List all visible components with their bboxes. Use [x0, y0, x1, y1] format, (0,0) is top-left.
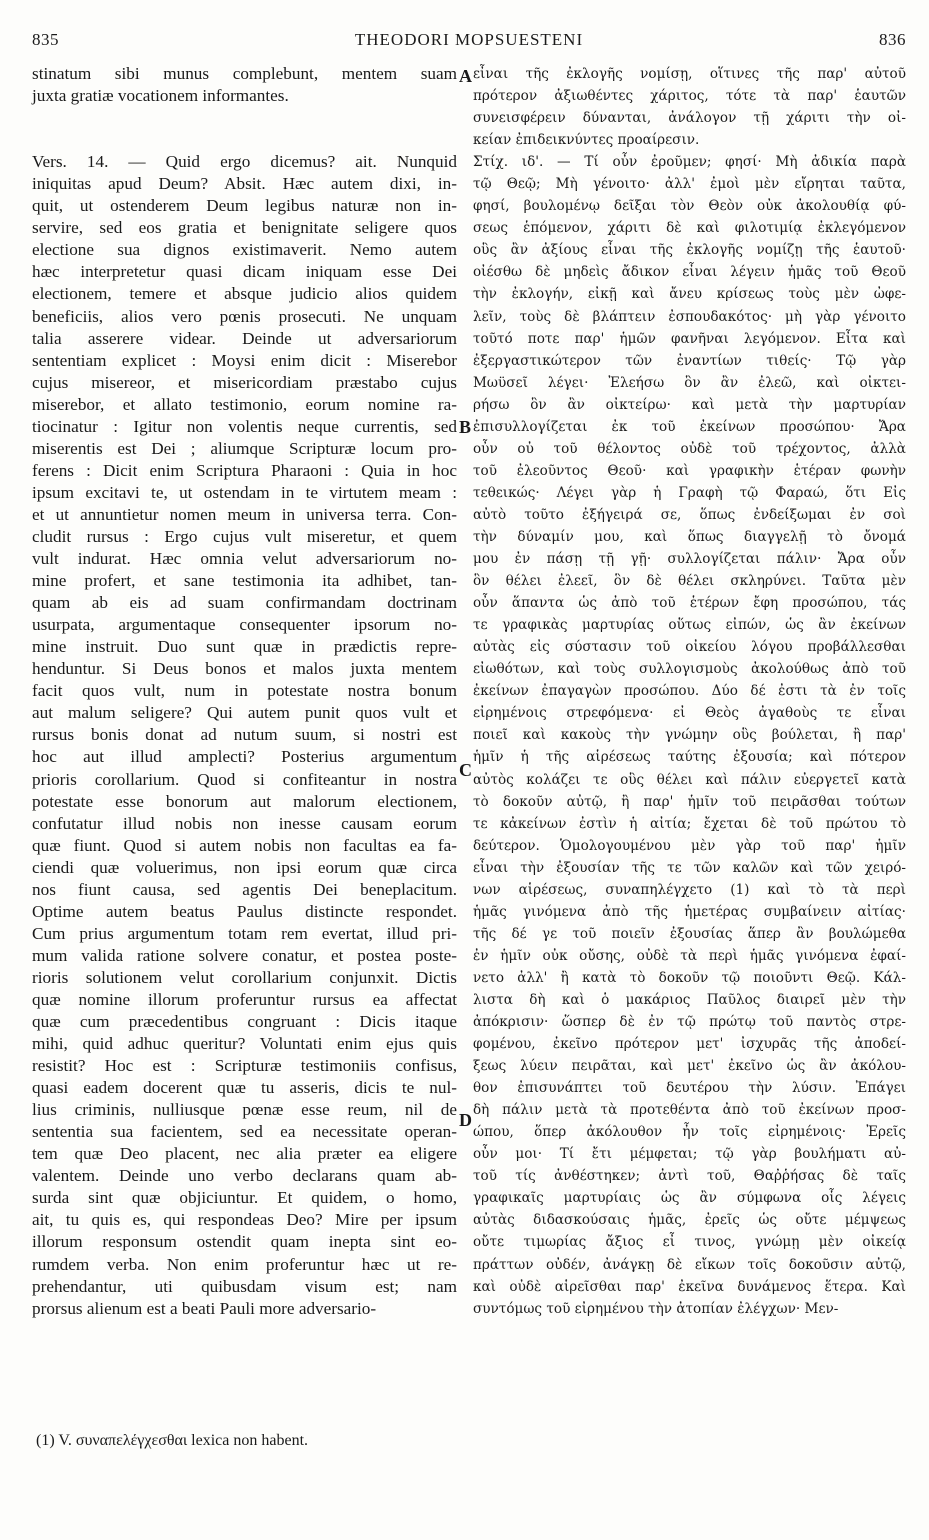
text-line: Στίχ. ιδ'. — Τί οὖν ἐροῦμεν; φησί· Μὴ ἀδικία παρὰ: [473, 154, 906, 171]
text-line: confutatur illud nobis non inesse causam eorum: [32, 813, 457, 833]
text-line: φησί, βουλομένῳ δεῖξαι τὸν Θεὸν οὐκ ἀκολουθίᾳ φύ-: [473, 198, 906, 215]
text-line: συνεισφέρειν δύνανται, ἀνάλογον τῇ χάριτι τὴν οἰ-: [473, 110, 906, 127]
text-line: οὖν μοι· Τί ἔτι μέμφεται; τῷ γὰρ βουλήματι αὐ-: [473, 1146, 906, 1163]
blank-line: [32, 129, 457, 151]
text-line: hæc interpretetur quasi dicam iniquam esse Dei: [32, 262, 457, 282]
text-line: lius criminis, nulliusque pœnæ esse reum, nil de: [32, 1100, 457, 1120]
text-line: prioris corollarium. Quod si confiteantur in nostra: [32, 769, 457, 789]
text-line: δεύτερον. Ὁμολογουμένου μὲν γὰρ τοῦ παρ' ἡμῖν: [473, 837, 906, 854]
text-line: tem quæ Deo placent, nec alia præter ea eligere: [32, 1144, 457, 1164]
page-number-left: 835: [32, 30, 59, 49]
text-line: ὃν θέλει ἐλεεῖ, ὃν δὲ θέλει σκληρύνει. Ταῦτα μὲν: [473, 573, 906, 590]
text-line: miserentis est Dei ; aliumque Scripturæ locum pro-: [32, 438, 457, 458]
text-line: servire, sed eos gratia et benignitate seligere quos: [32, 218, 457, 238]
text-line: prorsus alienum est a beati Pauli more adversario-: [32, 1298, 377, 1318]
text-line: αὐτὰς διδασκούσαις ἡμᾶς, ἐρεῖς ὡς οὔτε μέμψεως: [473, 1212, 906, 1229]
text-line: Cum prius argumentum totam rem evertat, illud pri-: [32, 923, 457, 943]
text-line: ἐκείνων ἐπαγαγὼν προσώπου. Δύο δέ ἐστι τὰ ἐν τοῖς: [473, 683, 906, 700]
text-line: ait, tu quis es, qui respondeas Deo? Mire per ipsum: [32, 1210, 457, 1230]
text-line: ἀπόκρισιν· ὥσπερ δὲ ἐν τῷ πρώτῳ τοῦ παντὸς στρε-: [473, 1014, 906, 1031]
text-line: vult indurat. Hæc omnia velut adversariorum no-: [32, 549, 457, 569]
text-line: tiocinatur : Igitur non volentis neque currentis, sed: [32, 416, 457, 436]
text-line: λεῖν, τοὺς δὲ βλάπτειν ἐσπουδακότος· μὴ γὰρ γένοιτο: [473, 308, 906, 325]
section-marker-d: D: [459, 1110, 472, 1130]
text-line: sententiam explicet : Moysi enim dicit : Miserebor: [32, 350, 457, 370]
text-line: beneficiis, alios vero pœnis prosecuti. Ne unquam: [32, 306, 457, 326]
text-line: ρήσω ὃν ἂν οἰκτείρω· καὶ μετὰ τὴν μαρτυρίαν: [473, 396, 906, 413]
text-line: electione sua dignos existimaverit. Nemo autem: [32, 240, 457, 260]
text-line: τὸ δοκοῦν αὐτῷ, ἢ παρ' ἡμῖν τοῦ πειρᾶσθαι τούτων: [473, 793, 906, 810]
text-line: τοῦ ἐλεοῦντος Θεοῦ· καὶ γραφικὴν ἑτέραν φωνὴν: [473, 462, 906, 479]
text-line: quit, ut ostenderem Deum legibus naturæ non in-: [32, 196, 457, 216]
page-number-right: 836: [879, 30, 906, 49]
greek-column: [473, 63, 906, 1320]
text-line: mine profert, et sane testimonia ita adhibet, tan-: [32, 571, 457, 591]
text-line: prehendantur, uti quibusdam visum est; nam: [32, 1276, 457, 1296]
text-line: Vers. 14. — Quid ergo dicemus? ait. Nunquid: [32, 152, 457, 172]
text-line: juxta gratiæ vocationem informantes.: [32, 86, 289, 106]
text-line: συντόμως τοῦ εἰρημένου τὴν ἀτοπίαν ἐλέγχων· Μεν-: [473, 1300, 839, 1317]
text-line: αὐτὸς κολάζει τε οὓς θέλει καὶ πάλιν εὐεργετεῖ κατὰ: [473, 771, 906, 788]
text-line: τὴν ἐκλογήν, εἰκῇ καὶ ἄνευ κρίσεως τοὺς μὲν ὠφε-: [473, 286, 906, 303]
text-line: resistit? Hoc est : Scripturæ testimoniis confisus,: [32, 1056, 457, 1076]
text-line: τεθεικώς· Λέγει γὰρ ἡ Γραφὴ τῷ Φαραώ, ὅτι Εἰς: [473, 484, 906, 501]
text-line: stinatum sibi munus complebunt, mentem suam: [32, 64, 457, 83]
text-line: εἶναι τὴν ἐξουσίαν τῆς τε τῶν καλῶν καὶ τῶν χειρό-: [473, 859, 906, 876]
text-line: et ut annuntietur nomen meum in universa terra. Con-: [32, 504, 457, 524]
section-marker-a: A: [459, 66, 472, 86]
text-line: henduntur. Si Deus bonos et malos juxta mentem: [32, 659, 457, 679]
text-line: aut malum seligere? Qui autem punit quos vult et: [32, 703, 457, 723]
section-marker-b: B: [459, 417, 472, 437]
text-line: τοῦ τίς ἀνθέστηκεν; ἀντὶ τοῦ, Θαῤῥήσας δὲ ταῖς: [473, 1168, 906, 1185]
text-line: πρότερον ἀξιωθέντες χάριτος, τότε τὰ παρ' ἑαυτῶν: [473, 88, 906, 105]
text-line: μου ἐν πάσῃ τῇ γῇ· συλλογίζεται πάλιν· Ἄρα οὖν: [473, 551, 906, 568]
text-line: ώπου, ὅπερ ἀκόλουθον ἦν τοῖς εἰρημένοις· Ἐρεῖς: [473, 1124, 906, 1141]
text-line: Optime autem beatus Paulus distincte respondet.: [32, 901, 457, 921]
text-line: ipsum excitavi te, ut ostendam in te virtutem meam :: [32, 482, 457, 502]
text-line: ξεως λύειν πειρᾶται, καὶ μετ' ἐκεῖνο ὡς ἂν ἀκόλου-: [473, 1058, 906, 1075]
text-line: rioris solutionem velut corollarium conjunxit. Dictis: [32, 967, 457, 987]
running-title: THEODORI MOPSUESTENI: [354, 30, 584, 49]
text-line: surda sint quæ objiciuntur. Et quidem, o homo,: [32, 1188, 457, 1208]
text-line: αὐτὰς εἰς σύστασιν τοῦ οἰκείου λόγου προβάλλεσθαι: [473, 639, 906, 656]
text-line: quæ fiunt. Quod si autem nobis non facultas ea fa-: [32, 835, 457, 855]
text-line: Μωϋσεῖ λέγει· Ἐλεήσω ὃν ἂν ἐλεῶ, καὶ οἰκτει-: [473, 374, 906, 391]
text-line: κείαν ἐπιδεικνύντες προαίρεσιν.: [473, 132, 700, 149]
text-line: τὴν δύναμίν μου, καὶ ὅπως διαγγελῇ τὸ ὄνομά: [473, 528, 906, 545]
text-line: εἰωθότων, καὶ τοὺς συλλογισμοὺς ἀκολούθως ἀπὸ τοῦ: [473, 661, 906, 678]
text-line: ἡμᾶς γινόμενα ἀπὸ τῆς ἡμετέρας συμβαίνειν αἰτίας·: [473, 903, 906, 920]
text-line: ἐν ἡμῖν οὐκ οὔσης, οὐδὲ τὰ περὶ ἡμᾶς γινόμενα ἐφαί-: [473, 947, 906, 964]
text-line: φομένου, ἐκεῖνο πρότερον μετ' ἰσχυρᾶς τῆς ἀποδεί-: [473, 1036, 906, 1053]
text-line: quæ cum præcedentibus congruant : Dicis itaque: [32, 1012, 457, 1032]
text-line: sententia sua facientem, sed ea necessitate operan-: [32, 1122, 457, 1142]
text-line: ἐξεργαστικώτερον τῶν ἐναντίων τιθείς· Τῷ γὰρ: [473, 352, 906, 369]
text-line: θον ἐπισυνάπτει τοῦ δευτέρου τὴν λύσιν. Ἐπάγει: [473, 1080, 906, 1097]
text-line: valentem. Deinde uno verbo declarans quam ab-: [32, 1166, 457, 1186]
text-line: nos fiunt causa, sed agentis Dei beneplacitum.: [32, 879, 457, 899]
text-line: quam ab eis ad suam confirmandam doctrinam: [32, 593, 457, 613]
text-line: καὶ οὐδὲ αἱρεῖσθαι παρ' ἐκεῖνα δυνάμενος ἕτερα. Καὶ: [473, 1278, 906, 1295]
section-marker-c: C: [459, 760, 472, 780]
text-line: ἐπισυλλογίζεται ἐκ τοῦ ἐκείνων προσώπου· Ἄρα: [473, 418, 906, 435]
text-line: σεως ἑπόμενον, χάριτι δὲ καὶ φιλοτιμίᾳ ἐκλεγόμενον: [473, 220, 906, 237]
text-line: rumdem verba. Non enim proferuntur hæc ut re-: [32, 1254, 457, 1274]
text-line: mum valida ratione solvere conatur, et postea poste-: [32, 945, 457, 965]
text-line: electionem, temere et absque judicio alios quidem: [32, 284, 457, 304]
text-line: νετο ἀλλ' ἢ κατὰ τὸ δοκοῦν τῷ ποιοῦντι Θεῷ. Κάλ-: [473, 969, 906, 986]
text-line: miserebor, et allato testimonio, eorum nomine ra-: [32, 394, 457, 414]
blank-line: [32, 107, 457, 129]
text-line: δὴ πάλιν μετὰ τὰ προτεθέντα ἀπὸ τοῦ ἐκείνων προσ-: [473, 1102, 906, 1119]
text-line: cujus misereor, et misericordiam præstabo cujus: [32, 372, 457, 392]
text-line: αὐτὸ τοῦτο ἐξήγειρά σε, ὅπως ἐνδείξωμαι ἐν σοὶ: [473, 506, 906, 523]
text-line: potestate esse bonorum aut malorum electionem,: [32, 791, 457, 811]
text-line: πράττων οὐδέν, ἀνάγκῃ δὲ εἴκων τοῖς δοκοῦσιν αὐτῷ,: [473, 1256, 906, 1273]
text-line: rursus bonis donat ad nutum suum, si nostri est: [32, 725, 457, 745]
text-line: γραφικαῖς μαρτυρίαις ὡς ἂν σύμφωνα οἷς λέγεις: [473, 1190, 906, 1207]
latin-column: [32, 63, 457, 1320]
text-line: facit quos vult, num in potestate nostra bonum: [32, 681, 457, 701]
text-line: talia asserere videar. Deinde ut adversariorum: [32, 328, 457, 348]
text-line: τε γραφικὰς μαρτυρίας οὕτως εἰπών, ὡς ἂν ἐκείνων: [473, 617, 906, 634]
text-line: quasi eadem docerent quæ tu asseris, dicis te nul-: [32, 1078, 457, 1098]
text-line: οὖν ἅπαντα ὡς ἀπὸ τοῦ ἑτέρων ἔφη προσώπου, τάς: [473, 595, 906, 612]
text-line: mine instruit. Duo sunt quæ in prædictis repre-: [32, 637, 457, 657]
text-line: οὔτε τιμωρίας ἄξιος εἶ τινος, γνώμῃ μὲν οἰκείᾳ: [473, 1234, 906, 1251]
text-line: ciendi quæ voluerimus, non ipsi eorum quæ circa: [32, 857, 457, 877]
running-header: [32, 30, 906, 60]
text-line: λιστα δὴ καὶ ὁ μακάριος Παῦλος διαιρεῖ μὲν τὴν: [473, 991, 906, 1008]
text-line: illorum responsum ostendit quam inepta sint eo-: [32, 1232, 457, 1252]
text-line: τῆς δέ γε τοῦ ποιεῖν ἐξουσίας ἅπερ ἂν βουλώμεθα: [473, 925, 906, 942]
text-line: usurpata, argumentaque consequenter ipsorum no-: [32, 615, 457, 635]
text-line: cludit rursus : Ergo cujus vult miseretur, et quem: [32, 526, 457, 546]
text-line: οἰέσθω δὲ μηδεὶς ἄδικον εἶναι λέγειν ἡμᾶς τοῦ Θεοῦ: [473, 264, 906, 281]
text-line: hoc aut illud amplecti? Posterius argumentum: [32, 747, 457, 767]
text-line: τοῦτό ποτε παρ' ἡμῶν φανῆναι λεγόμενον. Εἶτα καὶ: [473, 330, 906, 347]
text-line: ἡμῖν ἡ τῆς αἱρέσεως ταύτης ἐξουσία; καὶ πότερον: [473, 749, 906, 766]
text-line: οὖν οὐ τοῦ θέλοντος οὐδὲ τοῦ τρέχοντος, ἀλλὰ: [473, 440, 906, 457]
text-line: τε κἀκείνων ἐστὶν ἡ αἰτία; ἔχεται δὲ τοῦ πρώτου τὸ: [473, 815, 906, 832]
text-line: ποιεῖ καὶ κακοὺς τὴν γνώμην οὓς βούλεται, ἢ παρ': [473, 727, 906, 744]
text-line: εἶναι τῆς ἐκλογῆς νομίσῃ, οἵτινες τῆς παρ' αὐτοῦ: [473, 66, 906, 82]
text-line: τῷ Θεῷ; Μὴ γένοιτο· ἀλλ' ἐμοὶ μὲν εἴρηται ταῦτα,: [473, 176, 906, 193]
text-line: mihi, quid adhuc queritur? Voluntati enim ejus quis: [32, 1034, 457, 1054]
text-line: iniquitas apud Deum? Absit. Hæc autem dixi, in-: [32, 174, 457, 194]
text-line: quæ nomine illorum proferuntur rursus ea affectat: [32, 989, 457, 1009]
text-line: ferens : Dicit enim Scriptura Pharaoni : Quia in hoc: [32, 460, 457, 480]
text-line: εἰρημένοις στρεφόμενα· εἰ Θεὸς ἀγαθοὺς τε εἶναι: [473, 705, 906, 722]
text-line: οὓς ἂν ἀξίους εἶναι τῆς ἐκλογῆς νομίζῃ τῆς ἑαυτοῦ·: [473, 242, 906, 259]
footnote: (1) V. συναπελέγχεσθαι lexica non habent.: [36, 1432, 309, 1449]
text-line: νων αἱρέσεως, συναπηλέγχετο (1) καὶ τὸ τὰ περὶ: [473, 881, 906, 898]
